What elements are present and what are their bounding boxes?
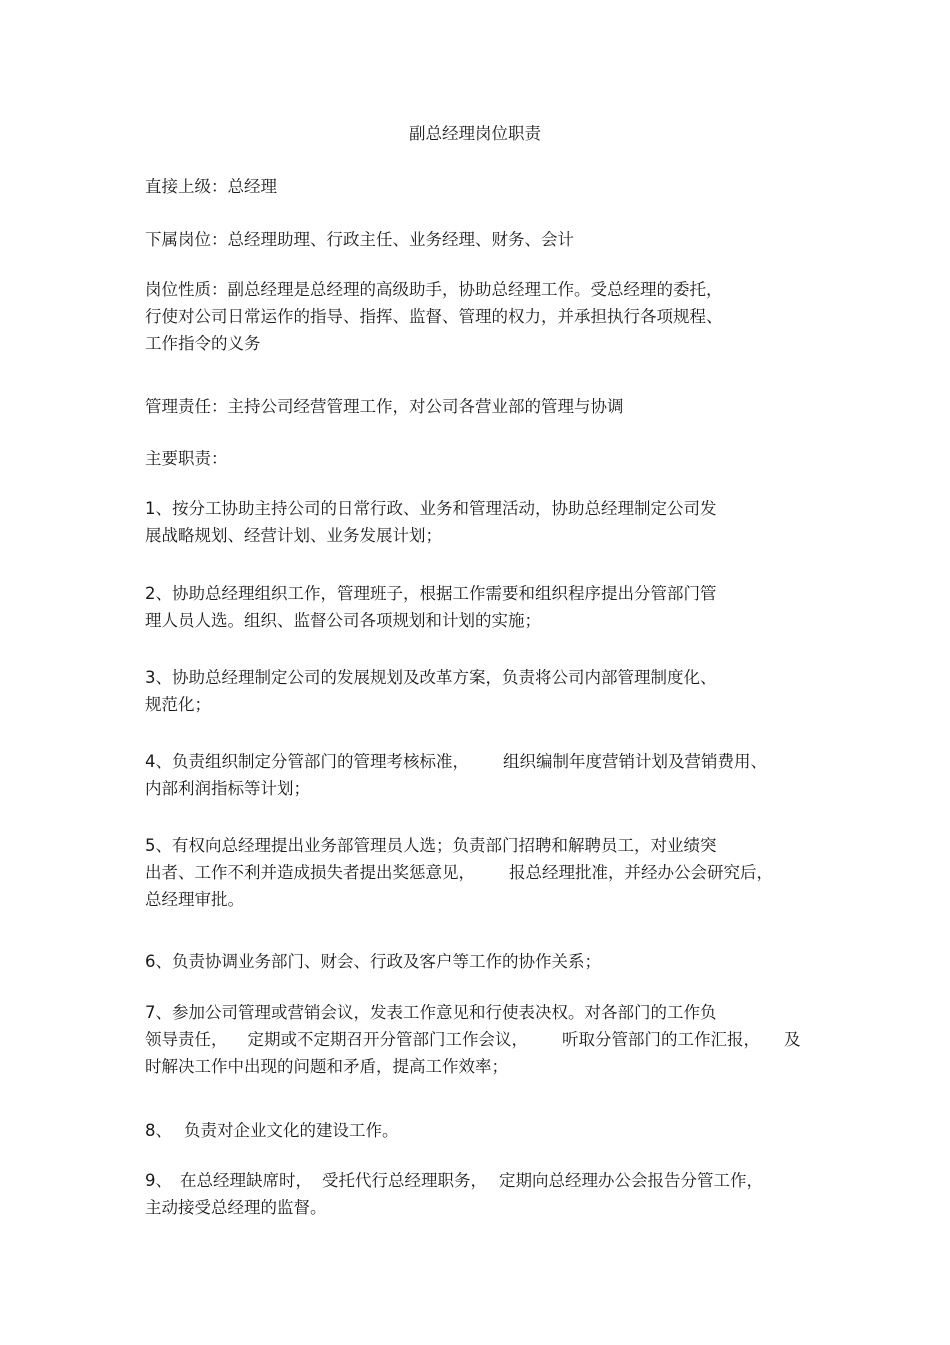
duty-line: 听取分管部门的工作汇报， [562,1030,760,1049]
subordinate-positions-text: 下属岗位：总经理助理、行政主任、业务经理、财务、会计 [145,230,574,249]
duty-line: 1、按分工协助主持公司的日常行政、业务和管理活动，协助总经理制定公司发 [145,499,717,518]
duties-heading [145,445,825,472]
position-nature [145,276,825,357]
position-nature-line: 工作指令的义务 [145,334,261,353]
duty-line: 9、 [145,1171,172,1190]
duties-heading-text: 主要职责： [145,449,228,468]
duty-line: 领导责任， [145,1030,228,1049]
direct-superior-text: 直接上级：总经理 [145,177,277,196]
duty-line: 时解决工作中出现的问题和矛盾，提高工作效率； [145,1057,508,1076]
position-nature-line: 岗位性质：副总经理是总经理的高级助手，协助总经理工作。受总经理的委托， [145,280,723,299]
duty-line: 5、有权向总经理提出业务部管理员人选；负责部门招聘和解聘员工，对业绩突 [145,836,717,855]
duty-line: 定期或不定期召开分管部门工作会议， [247,1030,528,1049]
duty-item-5 [145,832,825,913]
management-responsibility [145,393,825,420]
duty-line: 在总经理缺席时， [180,1171,312,1190]
duty-line: 报总经理批准，并经办公会研究后， [509,863,773,882]
duty-item-3 [145,664,825,718]
duty-line: 总经理审批。 [145,890,244,909]
management-responsibility-text: 管理责任：主持公司经营管理工作，对公司各营业部的管理与协调 [145,397,624,416]
duty-line: 及 [784,1030,801,1049]
duty-line: 内部利润指标等计划； [145,779,310,798]
document-title: 副总经理岗位职责 [409,124,541,143]
duty-line: 定期向总经理办公会报告分管工作， [499,1171,763,1190]
direct-superior [145,173,825,200]
subordinate-positions [145,226,825,253]
duty-item-9 [145,1167,825,1221]
duty-line: 组织编制年度营销计划及营销费用、 [503,752,767,771]
duty-line: 理人员人选。组织、监督公司各项规划和计划的实施； [145,611,541,630]
duty-line: 2、协助总经理组织工作，管理班子，根据工作需要和组织程序提出分管部门管 [145,584,717,603]
duty-line: 规范化； [145,695,211,714]
duty-line: 8、 [145,1121,172,1140]
duty-line: 负责对企业文化的建设工作。 [184,1121,399,1140]
duty-line: 主动接受总经理的监督。 [145,1198,327,1217]
position-nature-line: 行使对公司日常运作的指导、指挥、监督、管理的权力，并承担执行各项规程、 [145,307,723,326]
duty-line: 6、负责协调业务部门、财会、行政及客户等工作的协作关系； [145,952,601,971]
duty-line: 7、参加公司管理或营销会议，发表工作意见和行使表决权。对各部门的工作负 [145,1003,717,1022]
duty-line: 3、协助总经理制定公司的发展规划及改革方案，负责将公司内部管理制度化、 [145,668,717,687]
duty-item-7 [145,999,825,1080]
duty-item-2 [145,580,825,634]
duty-item-8 [145,1117,825,1144]
duty-line: 4、负责组织制定分管部门的管理考核标准， [145,752,469,771]
duty-item-4 [145,748,825,802]
duty-line: 展战略规划、经营计划、业务发展计划； [145,526,442,545]
duty-item-6 [145,948,825,975]
duty-item-1 [145,495,825,549]
duty-line: 受托代行总经理职务， [322,1171,487,1190]
duty-line: 出者、工作不利并造成损失者提出奖惩意见， [145,863,475,882]
